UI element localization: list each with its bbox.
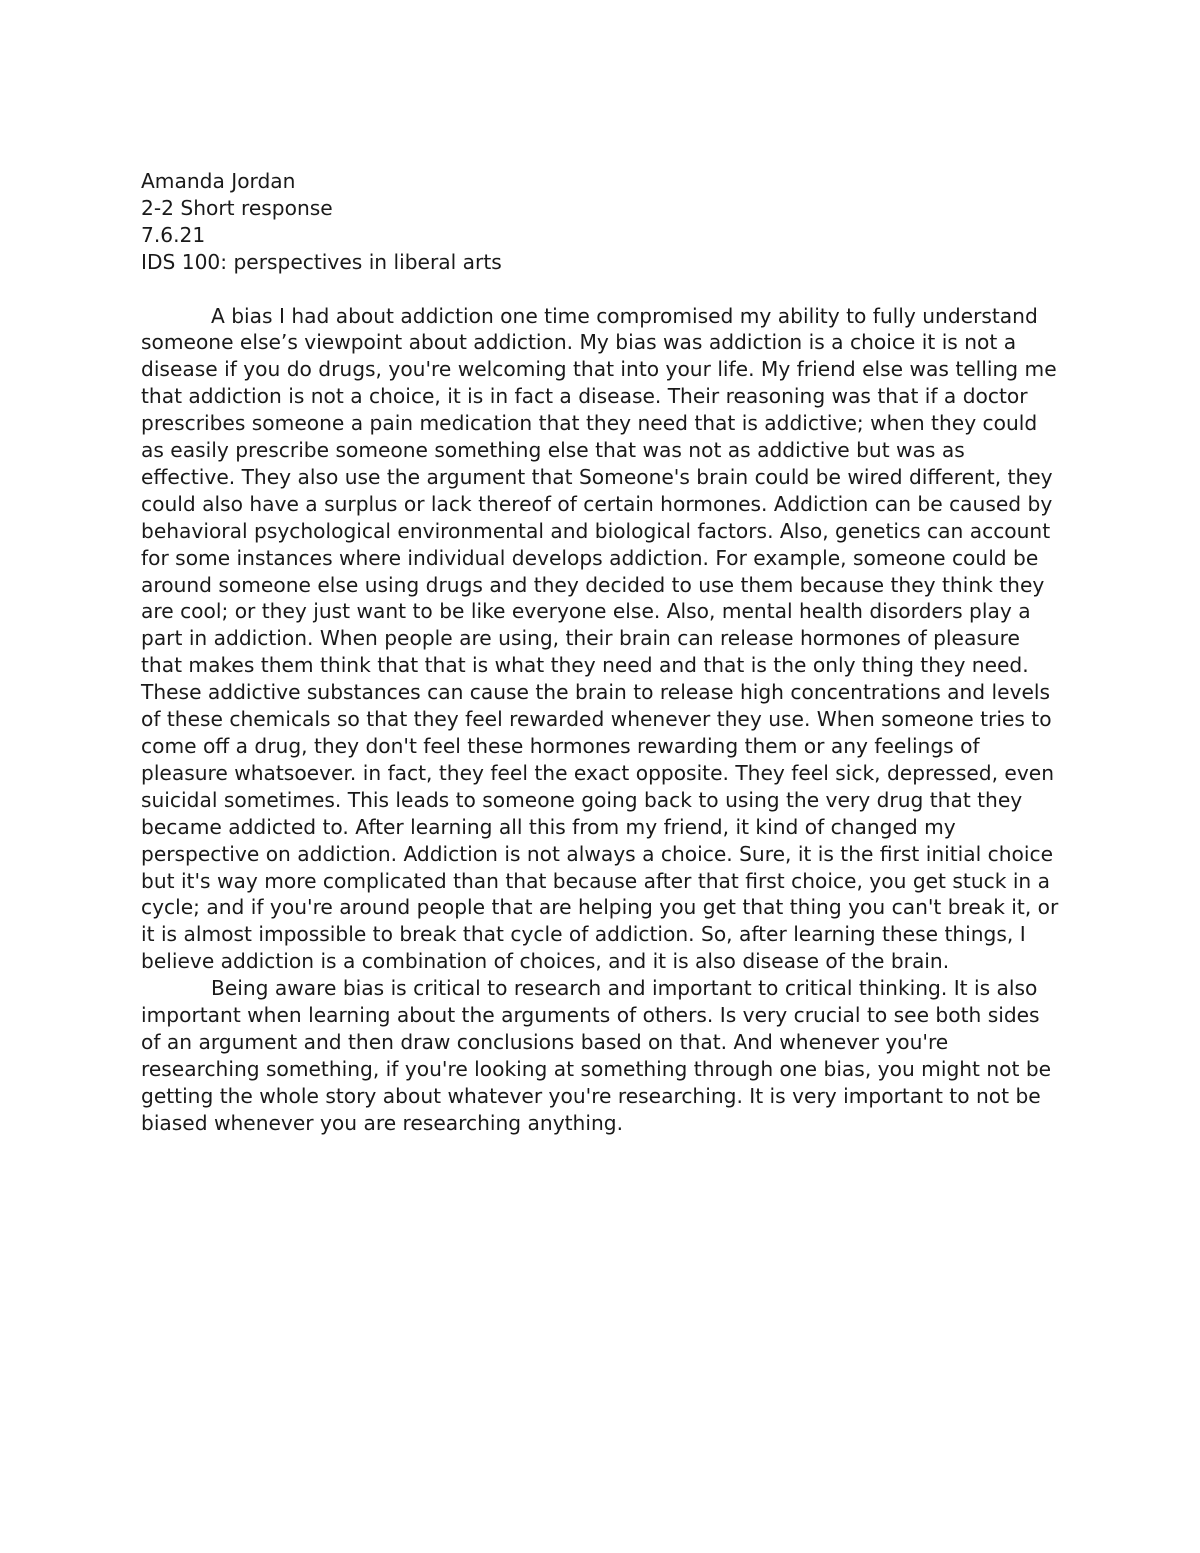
author-name: Amanda Jordan: [141, 169, 296, 193]
course-name: IDS 100: perspectives in liberal arts: [141, 249, 502, 274]
body-paragraph-2: Being aware bias is critical to research and important to critical thinking. It is also important when learning about the arguments of others. Is very crucial to see both sides of an argument and then draw conclusions based on that. And whenever you're researching something, if you're looking at something through one bias, you might not be getting the whole story about whatever you're researching. It is very important to not be biased whenever you are researching anything.: [141, 976, 1052, 1135]
assignment-title: 2-2 Short response: [141, 195, 333, 220]
document-header: [141, 168, 1061, 276]
document-content: [141, 168, 1061, 1137]
document-date: 7.6.21: [141, 222, 206, 247]
body-paragraph-1: A bias I had about addiction one time compromised my ability to fully understand someone else’s viewpoint about addiction. My bias was addiction is a choice it is not a disease if you do drugs, you're welcoming that into your life. My friend else was telling me that addiction is not a choice, it is in fact a disease. Their reasoning was that if a doctor prescribes someone a pain medication that they need that is addictive; when they could as easily prescribe someone something else that was not as addictive but was as effective. They also use the argument that Someone's brain could be wired different, they could also have a surplus or lack thereof of certain hormones. Addiction can be caused by behavioral psychological environmental and biological factors. Also, genetics can account for some instances where individual develops addiction. For example, someone could be around someone else using drugs and they decided to use them because they think they are cool; or they just want to be like everyone else. Also, mental health disorders play a part in addiction. When people are using, their brain can release hormones of pleasure that makes them think that that is what they need and that is the only thing they need. These addictive substances can cause the brain to release high concentrations and levels of these chemicals so that they feel rewarded whenever they use. When someone tries to come off a drug, they don't feel these hormones rewarding them or any feelings of pleasure whatsoever. in fact, they feel the exact opposite. They feel sick, depressed, even suicidal sometimes. This leads to someone going back to using the very drug that they became addicted to. After learning all this from my friend, it kind of changed my perspective on addiction. Addiction is not always a choice. Sure, it is the first initial choice but it's way more complicated than that because after that first choice, you get stuck in a cycle; and if you're around people that are helping you get that thing you can't break it, or it is almost impossible to break that cycle of addiction. So, after learning these things, I believe addiction is a combination of choices, and it is also disease of the brain.: [141, 303, 1059, 974]
spacer: [141, 276, 1061, 303]
